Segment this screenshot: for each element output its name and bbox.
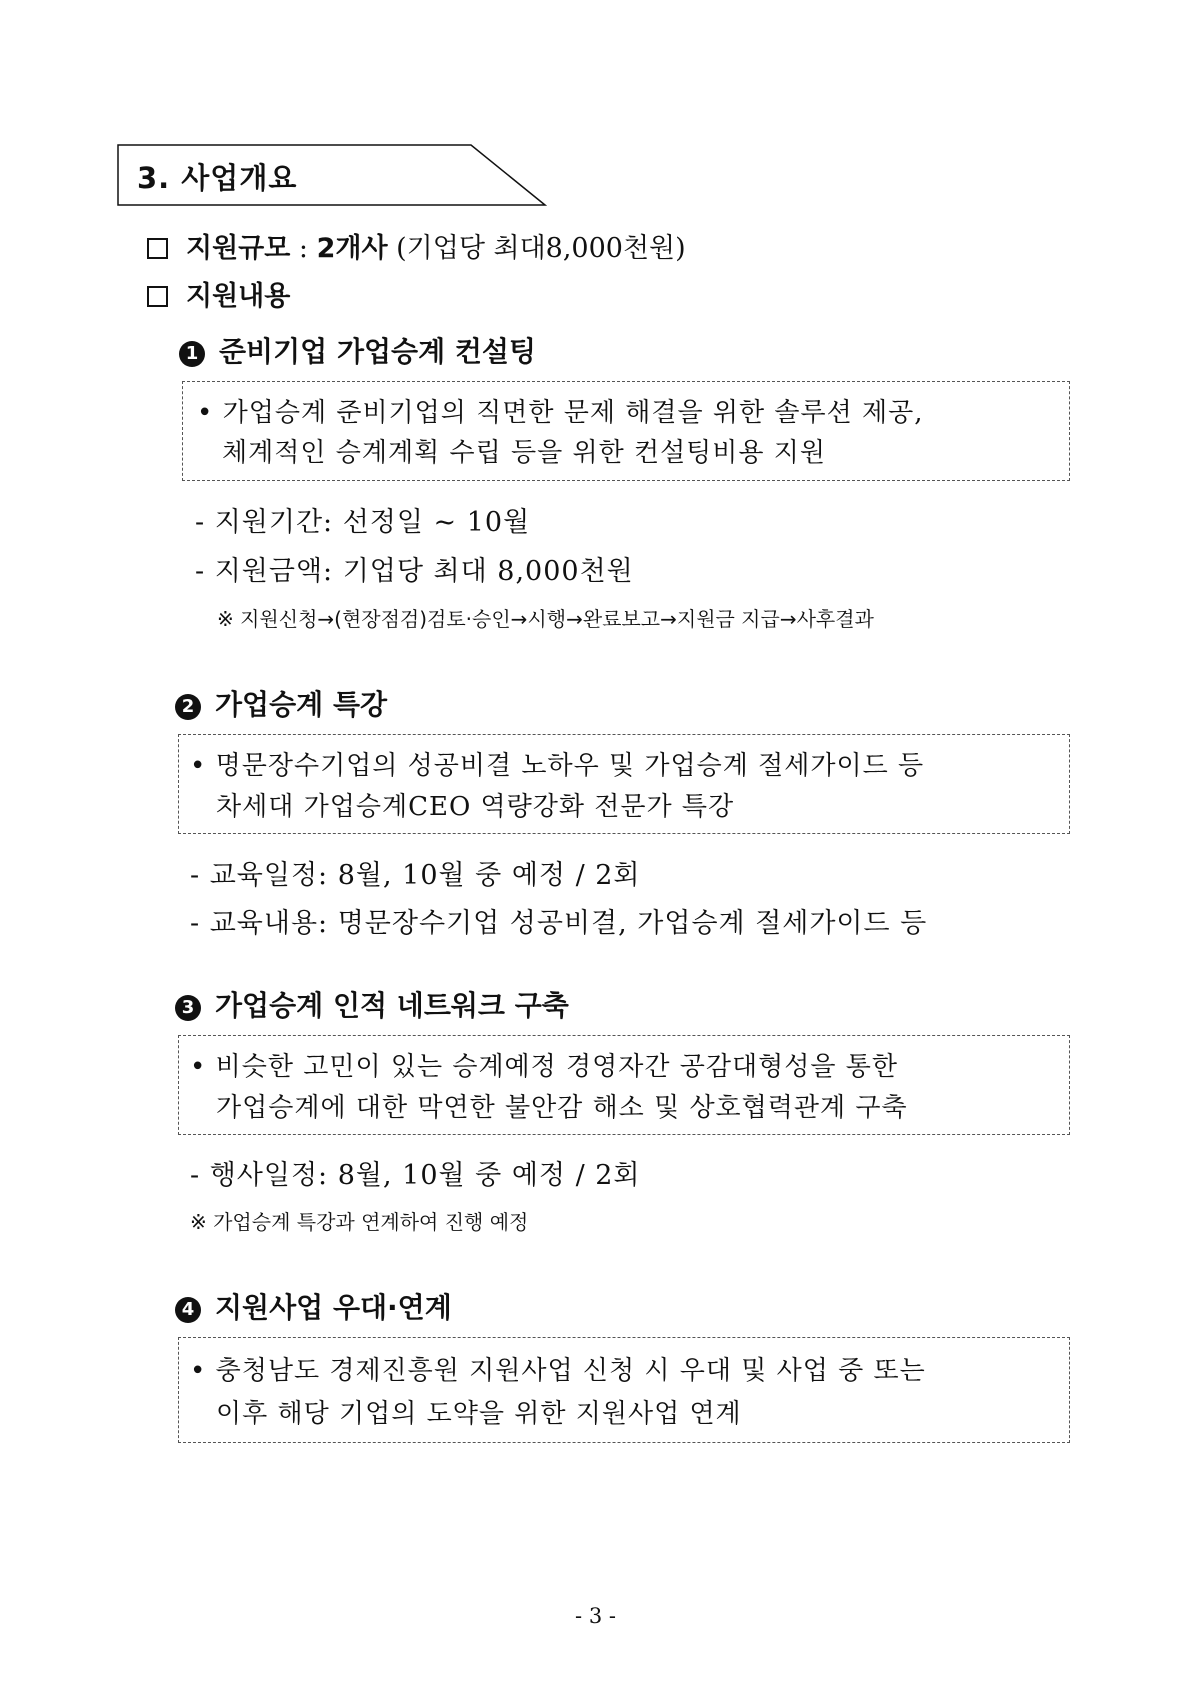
section-3-detail: - 행사일정: 8월, 10월 중 예정 / 2회: [190, 1160, 641, 1191]
section-1-title: 준비기업 가업승계 컨설팅: [219, 335, 537, 368]
support-scale-sep: :: [290, 233, 317, 264]
page-number: - 3 -: [575, 1604, 616, 1628]
number-4-icon: 4: [175, 1297, 201, 1323]
support-scale-extra: (기업당 최대8,000천원): [387, 233, 686, 264]
section-1-detail: - 지원기간: 선정일 ~ 10월: [195, 507, 531, 538]
section-3-note: ※ 가업승계 특강과 연계하여 진행 예정: [190, 1210, 529, 1234]
support-scale-value: 2개사: [316, 233, 388, 264]
section-2-title-row: [175, 683, 387, 723]
section-4-box-line: • 충청남도 경제진흥원 지원사업 신청 시 우대 및 사업 중 또는: [190, 1356, 926, 1386]
section-3-box-line: • 비슷한 고민이 있는 승계예정 경영자간 공감대형성을 통한: [190, 1052, 898, 1082]
section-2-box-line: • 명문장수기업의 성공비결 노하우 및 가업승계 절세가이드 등: [190, 751, 925, 781]
section-3-title: 가업승계 인적 네트워크 구축: [215, 989, 569, 1022]
number-2-icon: 2: [175, 694, 201, 720]
support-scale-row: [147, 226, 686, 265]
number-3-icon: 3: [175, 995, 201, 1021]
section-4-title: 지원사업 우대·연계: [215, 1291, 452, 1324]
section-1-title-row: [179, 330, 536, 370]
section-3-box-line: 가업승계에 대한 막연한 불안감 해소 및 상호협력관계 구축: [216, 1093, 908, 1123]
section-4-title-row: [175, 1286, 452, 1326]
section-1-box-line: 체계적인 승계계획 수립 등을 위한 컨설팅비용 지원: [222, 438, 827, 468]
section-4-box-line: 이후 해당 기업의 도약을 위한 지원사업 연계: [216, 1399, 742, 1429]
section-2-detail: - 교육일정: 8월, 10월 중 예정 / 2회: [190, 860, 641, 891]
number-1-icon: 1: [179, 341, 205, 367]
section-2-title: 가업승계 특강: [215, 688, 388, 721]
section-1-box-line: • 가업승계 준비기업의 직면한 문제 해결을 위한 솔루션 제공,: [197, 398, 924, 428]
section-2-box-line: 차세대 가업승계CEO 역량강화 전문가 특강: [216, 792, 735, 822]
section-1-detail: - 지원금액: 기업당 최대 8,000천원: [195, 556, 634, 587]
section-3-title-row: [175, 984, 569, 1024]
checkbox-icon: [147, 286, 168, 307]
section-2-detail: - 교육내용: 명문장수기업 성공비결, 가업승계 절세가이드 등: [190, 908, 928, 939]
support-scale-label: 지원규모: [186, 233, 291, 264]
checkbox-icon: [147, 238, 168, 259]
support-content-label: 지원내용: [186, 281, 291, 312]
support-content-row: [147, 274, 290, 313]
section-1-note: ※ 지원신청→(현장점검)검토·승인→시행→완료보고→지원금 지급→사후결과: [217, 607, 874, 631]
section-title: 3. 사업개요: [137, 161, 298, 195]
